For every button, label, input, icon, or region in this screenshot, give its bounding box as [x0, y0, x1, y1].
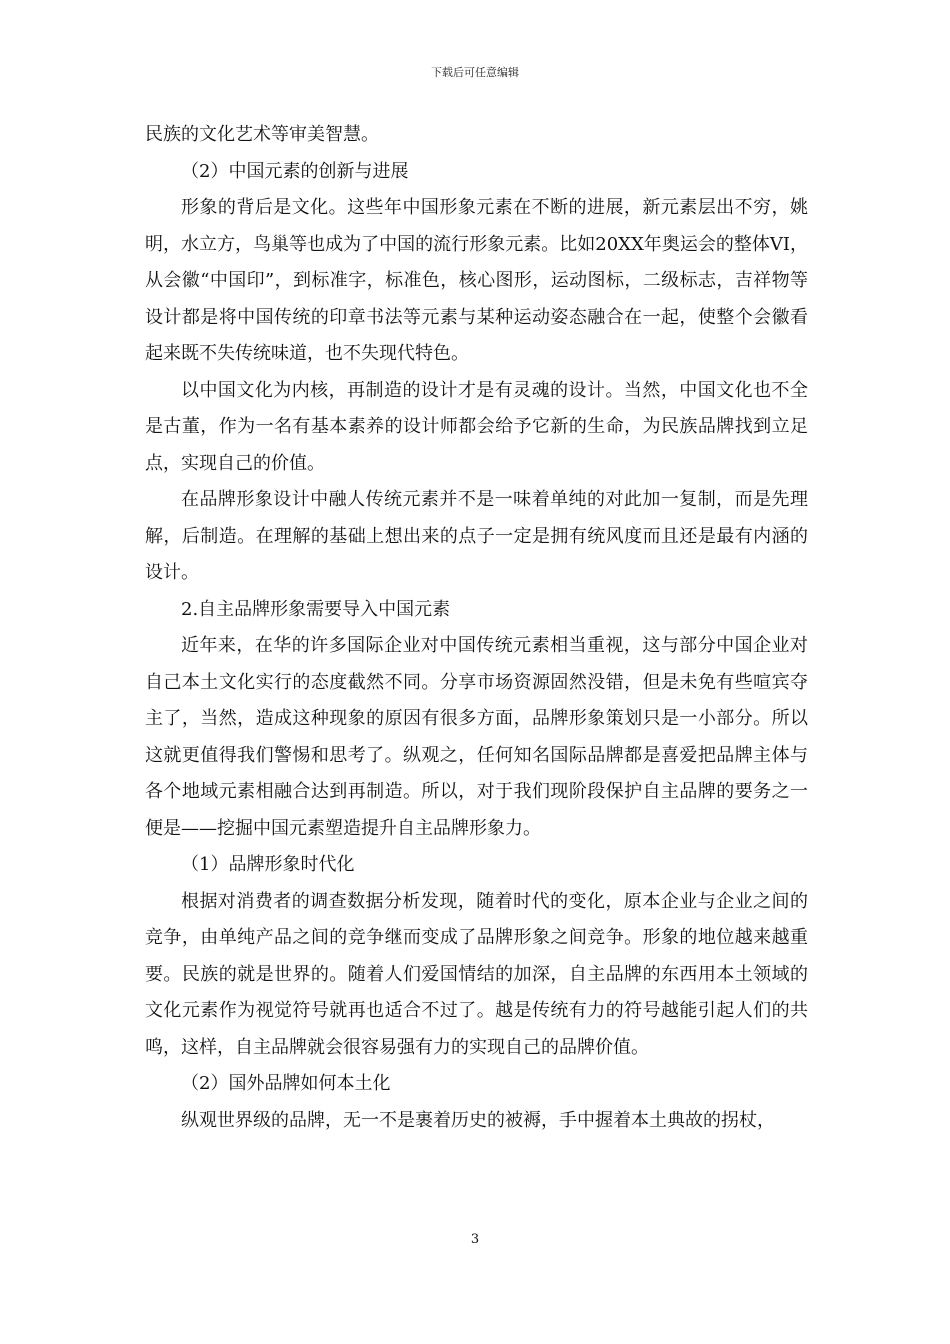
- paragraph-world-brands: 纵观世界级的品牌，无一不是裹着历史的被褥，手中握着本土典故的拐杖，: [181, 1109, 775, 1131]
- paragraph-core: 以中国文化为内核，再制造的设计才是有灵魂的设计。当然，中国文化也不全是古董，作为一名有基本素养的设计师都会给予它新的生命，为民族品牌找到立足点，实现自己的价值。: [145, 379, 808, 474]
- section-heading-brand: 2.自主品牌形象需要导入中国元素: [181, 598, 451, 620]
- page-header: 下载后可任意编辑: [431, 66, 519, 79]
- section-heading-modernization: （1）品牌形象时代化: [181, 854, 355, 875]
- page-body: [145, 117, 808, 1139]
- section-heading-localization: （2）国外品牌如何本土化: [181, 1073, 391, 1094]
- page-number: 3: [470, 1232, 480, 1247]
- paragraph-integration: 在品牌形象设计中融人传统元素并不是一味着单纯的对此加一复制，而是先理解，后制造。在理解的基础上想出来的点子一定是拥有统风度而且还是最有内涵的设计。: [145, 489, 808, 583]
- section-heading-innovation: （2）中国元素的创新与进展: [181, 160, 409, 182]
- paragraph-consumer: 根据对消费者的调查数据分析发现，随着时代的变化，原本企业与企业之间的竞争，由单纯产品之间的竞争继而变成了品牌形象之间竞争。形象的地位越来越重要。民族的就是世界的。随着人们爱国情结的加深，自主品牌的东西用本土领域的文化元素作为视觉符号就再也适合不过了。越是传统有力的符号越能引起人们的共鸣，这样，自主品牌就会很容易强有力的实现自己的品牌价值。: [145, 890, 808, 1058]
- paragraph-international: 近年来，在华的许多国际企业对中国传统元素相当重视，这与部分中国企业对自己本土文化实行的态度截然不同。分享市场资源固然没错，但是未免有些喧宾夺主了，当然，造成这种现象的原因有很多方面，品牌形象策划只是一小部分。所以这就更值得我们警惕和思考了。纵观之，任何知名国际品牌都是喜爱把品牌主体与各个地域元素相融合达到再制造。所以，对于我们现阶段保护自主品牌的要务之一便是——挖掘中国元素塑造提升自主品牌形象力。: [145, 635, 808, 839]
- paragraph-culture: 形象的背后是文化。这些年中国形象元素在不断的进展，新元素层出不穷，姚明，水立方，鸟巢等也成为了中国的流行形象元素。比如20XX年奥运会的整体VI，从会徽“中国印”，到标准字，标准色，核心图形，运动图标，二级标志，吉祥物等设计都是将中国传统的印章书法等元素与某种运动姿态融合在一起，使整个会徽看起来既不失传统味道，也不失现代特色。: [145, 197, 808, 364]
- paragraph-continued: 民族的文化艺术等审美智慧。: [145, 124, 379, 145]
